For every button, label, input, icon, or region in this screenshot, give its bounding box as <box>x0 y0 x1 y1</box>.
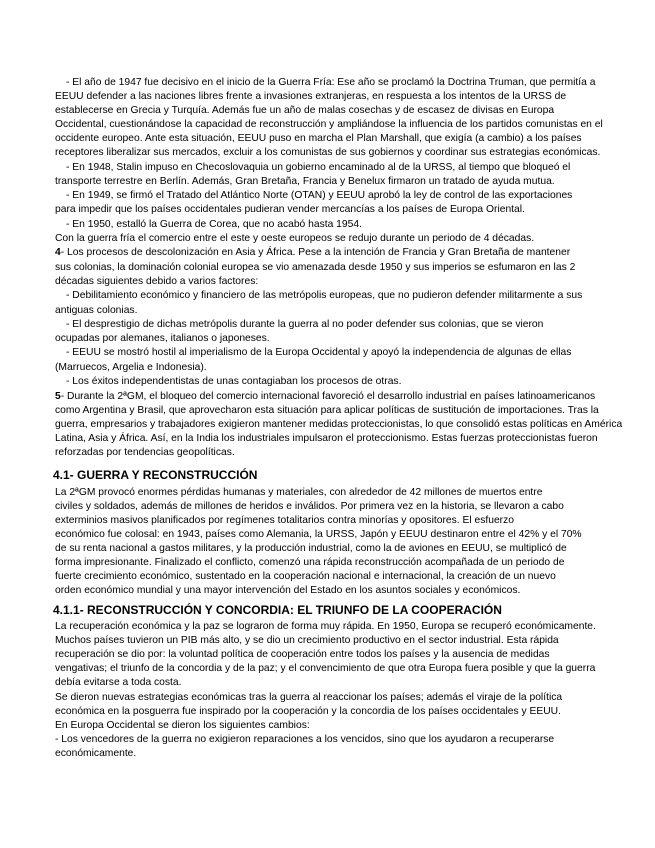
text-line: - En 1948, Stalin impuso en Checoslovaquia un gobierno encaminado al de la URSS, al tiempo que bloqueó el <box>66 162 571 173</box>
text-line: Muchos países tuvieron un PIB más alto, y se dio un crecimiento productivo en el sector industrial. Esta rápida <box>55 635 559 646</box>
text-line: transporte terrestre en Berlín. Además, Gran Bretaña, Francia y Benelux firmaron un tratado de ayuda mutua. <box>55 176 555 187</box>
text-line: sus colonias, la dominación colonial europea se vio amenazada desde 1950 y sus imperios se esfumaron en las 2 <box>55 262 576 273</box>
text-line <box>55 246 570 259</box>
text-line: guerra, empresarios y trabajadores exigieron mantener medidas proteccionistas, lo que consolidó estas políticas en América <box>55 419 623 430</box>
text-line: civiles y soldados, además de millones de heridos e inválidos. Por primera vez en la historia, se llevaron a cabo <box>55 501 564 512</box>
text-line: - Los éxitos independentistas de unas contagiaban los procesos de otras. <box>66 376 402 387</box>
text-line <box>55 390 595 403</box>
text-line: para impedir que los países occidentales pudieran vender mercancías a los países de Europa Oriental. <box>55 204 525 215</box>
text-line: La recuperación económica y la paz se lograron de forma muy rápida. En 1950, Europa se recuperó económicamente. <box>55 621 596 632</box>
subsection-heading: 4.1.1- RECONSTRUCCIÓN Y CONCORDIA: EL TRIUNFO DE LA COOPERACIÓN <box>53 603 502 617</box>
text-line: décadas siguientes debido a varios factores: <box>55 276 259 287</box>
text-line: En Europa Occidental se dieron los siguientes cambios: <box>55 720 310 731</box>
text-line: - EEUU se mostró hostil al imperialismo de la Europa Occidental y apoyó la independencia de algunas de ellas <box>66 347 572 358</box>
list-number: 5 <box>55 391 61 402</box>
text-line: reforzadas por tendencias geopolíticas. <box>55 447 235 458</box>
text-span: - Durante la 2ªGM, el bloqueo del comercio internacional favoreció el desarrollo industrial en países latinoamericanos <box>60 391 596 402</box>
text-line: forma impresionante. Finalizado el conflicto, comenzó una rápida reconstrucción acompañada de un periodo de <box>55 557 565 568</box>
text-line: ocupadas por alemanes, italianos o japoneses. <box>55 333 270 344</box>
text-line: occidente europeo. Ante esta situación, EEUU puso en marcha el Plan Marshall, que exigía (a cambio) a los países <box>55 133 582 144</box>
text-line: recuperación se dio por: la voluntad política de cooperación entre todos los países y la ausencia de medidas <box>55 649 550 660</box>
text-line: vengativas; el triunfo de la concordia y de la paz; y el convencimiento de que otra Europa fuera posible y que la guerra <box>55 663 596 674</box>
text-span: - Los procesos de descolonización en Asia y África. Pese a la intención de Francia y Gran Bretaña de mantener <box>60 247 571 258</box>
text-line: EEUU defender a las naciones libres frente a invasiones extranjeras, en respuesta a los intentos de la URSS de <box>55 91 567 102</box>
text-line: - El año de 1947 fue decisivo en el inicio de la Guerra Fría: Ese año se proclamó la Doctrina Truman, que permitía a <box>66 77 596 88</box>
text-line: - Debilitamiento económico y financiero de las metrópolis europeas, que no pudieron defender militarmente a sus <box>66 290 583 301</box>
text-line: exterminios masivos planificados por regímenes totalitarios contra minorías y opositores. El esfuerzo <box>55 515 514 526</box>
text-line: - Los vencedores de la guerra no exigieron reparaciones a los vencidos, sino que los ayudaron a recuperarse <box>55 734 555 745</box>
text-line: establecerse en Grecia y Turquía. Además fue un año de malas cosechas y de escasez de divisas en Europa <box>55 105 555 116</box>
text-line: orden económico mundial y una mayor intervención del Estado en los asuntos sociales y económicos. <box>55 585 521 596</box>
text-line: como Argentina y Brasil, que aprovecharon esta situación para aplicar políticas de sustitución de importaciones. Tras la <box>55 405 599 416</box>
text-line: fuerte crecimiento económico, sustentado en la cooperación nacional e internacional, la creación de un nuevo <box>55 571 556 582</box>
text-line: debía evitarse a toda costa. <box>55 677 182 688</box>
text-line: - En 1949, se firmó el Tratado del Atlántico Norte (OTAN) y EEUU aprobó la ley de control de las exportaciones <box>66 190 573 201</box>
text-line: La 2ªGM provocó enormes pérdidas humanas y materiales, con alrededor de 42 millones de muertos entre <box>55 487 543 498</box>
text-line: de su renta nacional a gastos militares, y la producción industrial, como la de aviones en EEUU, se multiplicó de <box>55 543 567 554</box>
section-heading: 4.1- GUERRA Y RECONSTRUCCIÓN <box>53 468 258 482</box>
text-line: Latina, Asia y África. Así, en la India los industriales impulsaron el proteccionismo. Estas fuerzas proteccionistas fueron <box>55 433 598 444</box>
text-line: Se dieron nuevas estrategias económicas tras la guerra al reaccionar los países; además el viraje de la política <box>55 692 563 703</box>
text-line: (Marruecos, Argelia e Indonesia). <box>55 362 207 373</box>
text-line: económico fue colosal: en 1943, países como Alemania, la URSS, Japón y EEUU destinaron entre el 42% y el 70% <box>55 529 582 540</box>
text-line: Con la guerra fría el comercio entre el este y oeste europeos se redujo durante un periodo de 4 décadas. <box>55 233 535 244</box>
text-line: receptores liberalizar sus mercados, excluir a los comunistas de sus gobiernos y coordinar sus estrategias económicas. <box>55 147 601 158</box>
text-line: económica en la posguerra fue inspirado por la cooperación y la concordia de los países occidentales y EEUU. <box>55 706 561 717</box>
list-number: 4 <box>55 247 61 258</box>
text-line: económicamente. <box>55 748 137 759</box>
text-line: - El desprestigio de dichas metrópolis durante la guerra al no poder defender sus colonias, que se vieron <box>66 319 544 330</box>
text-line: Occidental, cuestionándose la capacidad de reconstrucción y ampliándose la influencia de los partidos comunistas en el <box>55 119 603 130</box>
text-line: - En 1950, estalló la Guerra de Corea, que no acabó hasta 1954. <box>66 219 362 230</box>
text-line: antiguas colonias. <box>55 305 138 316</box>
